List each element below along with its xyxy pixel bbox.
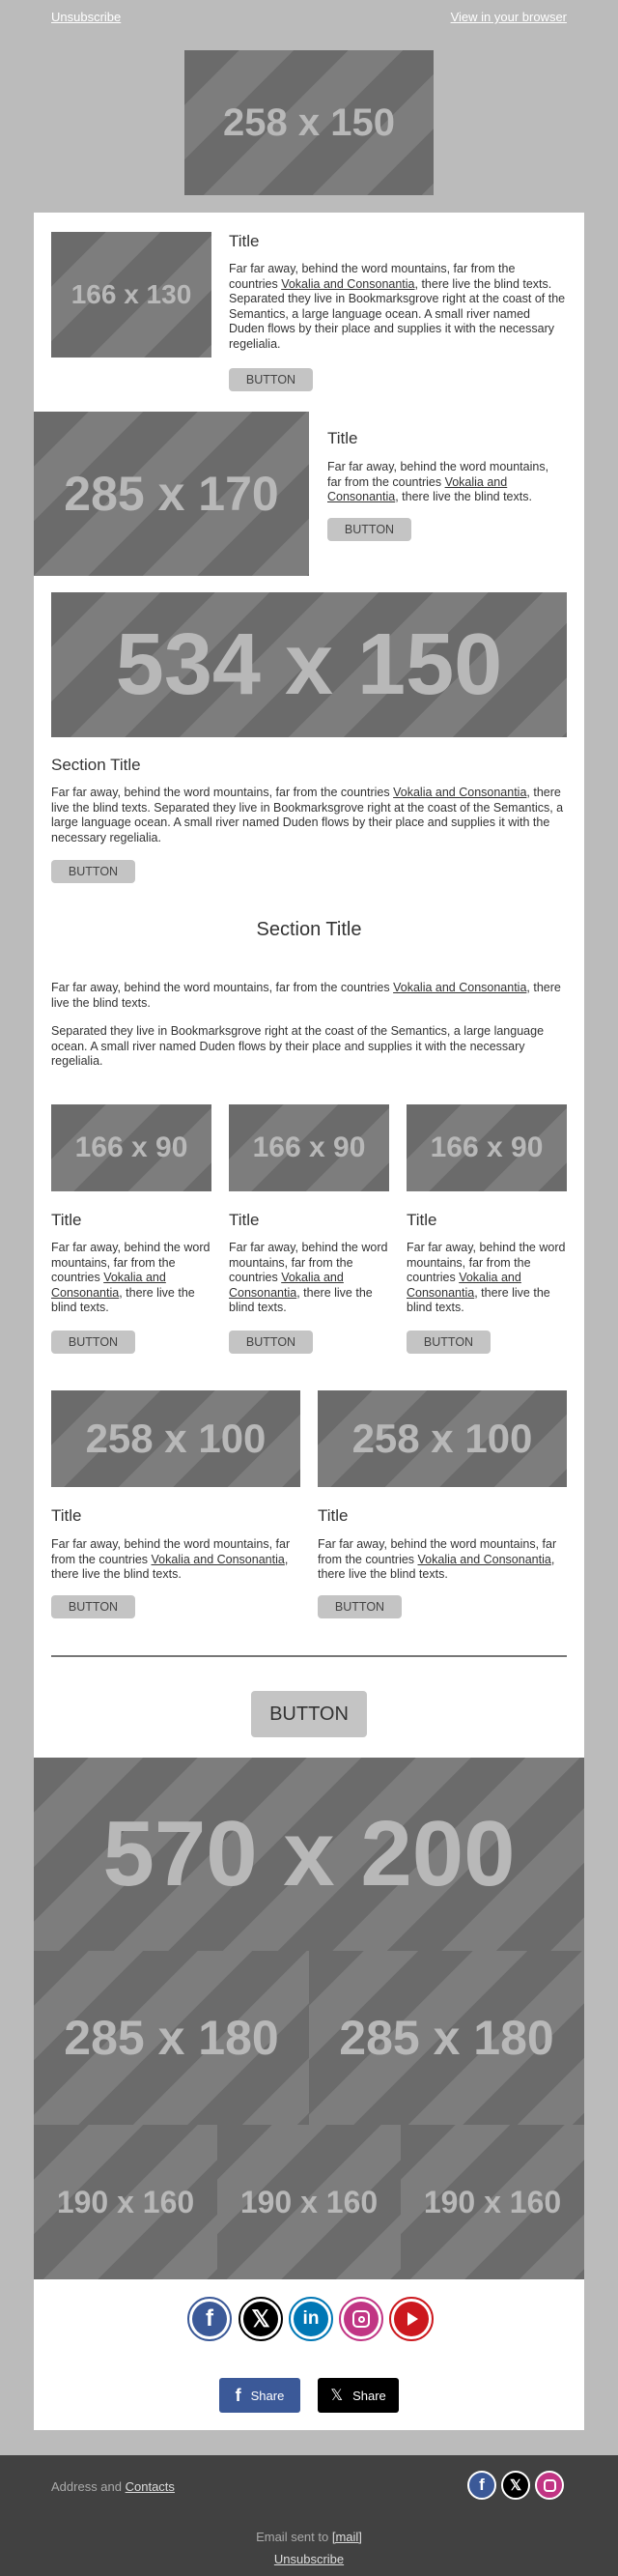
block2-image xyxy=(34,412,309,576)
col3-button[interactable]: BUTTON xyxy=(407,1331,491,1354)
block2-link[interactable]: Vokalia and Consonantia xyxy=(327,474,508,503)
twocol1-text: Far far away, behind the word mountains, far from the countries Vokalia and Consonantia, there live the blind texts. xyxy=(51,1537,291,1581)
image-label: 166 x 130 xyxy=(70,279,192,309)
block3-text: Far far away, behind the word mountains, far from the countries Vokalia and Consonantia, there live the blind texts. Separated they live in Bookmarksgrove right at the coast of the Semantics, a large language ocean. A small river named Duden flows by their place and supplies it with the necessary regelialia. xyxy=(51,786,564,844)
share-label: Share xyxy=(250,2388,285,2403)
image-label: 258 x 100 xyxy=(351,1416,533,1461)
col3-image xyxy=(407,1104,567,1191)
col2-button[interactable]: BUTTON xyxy=(229,1331,313,1354)
block3-image xyxy=(51,592,567,737)
x-share-button[interactable] xyxy=(318,2378,399,2413)
col1-button[interactable]: BUTTON xyxy=(51,1331,135,1354)
block2-text: Far far away, behind the word mountains, far from the countries Vokalia and Consonantia, there live the blind texts. xyxy=(327,460,549,503)
main-cta-button[interactable]: BUTTON xyxy=(251,1691,367,1737)
image-label: 570 x 200 xyxy=(102,1802,516,1905)
image-label: 285 x 170 xyxy=(64,467,279,521)
image-label: 258 x 100 xyxy=(85,1416,267,1461)
col3-title: Title xyxy=(407,1211,437,1229)
block3-link[interactable]: Vokalia and Consonantia xyxy=(393,786,527,799)
col2-title: Title xyxy=(229,1211,260,1229)
gallery-third-image-3 xyxy=(401,2125,584,2279)
twocol2-link[interactable]: Vokalia and Consonantia xyxy=(417,1552,551,1566)
unsubscribe-link[interactable]: Unsubscribe xyxy=(51,10,122,24)
image-label: 166 x 90 xyxy=(74,1131,188,1163)
twocol2-button[interactable]: BUTTON xyxy=(318,1595,402,1618)
col1-title: Title xyxy=(51,1211,82,1229)
header-image xyxy=(184,50,434,195)
twocol1-link[interactable]: Vokalia and Consonantia xyxy=(151,1552,285,1566)
twocol2-title: Title xyxy=(318,1506,349,1525)
block1-title: Title xyxy=(229,232,260,250)
col1-link[interactable]: Vokalia and Consonantia xyxy=(51,1271,166,1300)
col1-image xyxy=(51,1104,211,1191)
block1-link[interactable]: Vokalia and Consonantia xyxy=(281,276,415,291)
x-icon: 𝕏 xyxy=(330,2388,344,2404)
col3-link[interactable]: Vokalia and Consonantia xyxy=(407,1271,521,1300)
block2-button[interactable]: BUTTON xyxy=(327,518,411,541)
block1-image xyxy=(51,232,211,358)
gallery-third-image-1 xyxy=(34,2125,217,2279)
twocol1-title: Title xyxy=(51,1506,82,1525)
section-paragraph-1: Far far away, behind the word mountains, far from the countries Vokalia and Consonantia, there live the blind texts. xyxy=(51,981,561,1010)
twocol2-image xyxy=(318,1390,567,1487)
facebook-icon: f xyxy=(235,2385,241,2405)
block1-text: Far far away, behind the word mountains, far from the countries Vokalia and Consonantia, there live the blind texts. Separated they live in Bookmarksgrove right at the coast of the Semantics, a large language ocean. A small river named Duden flows by their place and supplies it with the necessary regelialia. xyxy=(229,262,566,351)
youtube-icon[interactable] xyxy=(389,2297,434,2341)
block3-button[interactable]: BUTTON xyxy=(51,860,135,883)
footer-facebook-icon[interactable]: f xyxy=(467,2471,496,2500)
preheader xyxy=(0,0,618,37)
footer xyxy=(0,2455,618,2576)
block3-title: Section Title xyxy=(51,756,141,774)
email-sent-text: Email sent to [mail] xyxy=(256,2530,362,2544)
col1-text: Far far away, behind the word mountains, far from the countries Vokalia and Consonantia, there live the blind texts. xyxy=(51,1241,211,1314)
twocol1-image xyxy=(51,1390,300,1487)
image-label: 190 x 160 xyxy=(423,2184,562,2219)
col2-link[interactable]: Vokalia and Consonantia xyxy=(229,1271,344,1300)
facebook-icon[interactable]: f xyxy=(187,2297,232,2341)
twocol1-button[interactable]: BUTTON xyxy=(51,1595,135,1618)
footer-address: Address and Contacts xyxy=(51,2479,175,2494)
gallery-wide-image xyxy=(34,1758,584,1951)
image-label: 258 x 150 xyxy=(223,100,395,144)
image-label: 285 x 180 xyxy=(339,2011,554,2065)
footer-x-icon[interactable]: 𝕏 xyxy=(501,2471,530,2500)
x-icon[interactable]: 𝕏 xyxy=(239,2297,283,2341)
gallery-half-image-1 xyxy=(34,1951,309,2125)
footer-unsubscribe-link[interactable]: Unsubscribe xyxy=(273,2552,345,2566)
section-paragraph-2: Separated they live in Bookmarksgrove right at the coast of the Semantics, a large language ocean. A small river named Duden flows by their place and supplies it with the necessary regelialia. xyxy=(51,1024,545,1068)
instagram-icon[interactable] xyxy=(339,2297,383,2341)
image-label: 534 x 150 xyxy=(115,615,503,713)
col2-text: Far far away, behind the word mountains, far from the countries Vokalia and Consonantia, there live the blind texts. xyxy=(229,1241,388,1314)
image-label: 190 x 160 xyxy=(239,2184,379,2219)
image-label: 285 x 180 xyxy=(64,2011,279,2065)
gallery-half-image-2 xyxy=(309,1951,584,2125)
col3-text: Far far away, behind the word mountains, far from the countries Vokalia and Consonantia, there live the blind texts. xyxy=(407,1241,566,1314)
col2-image xyxy=(229,1104,389,1191)
gallery-third-image-2 xyxy=(217,2125,401,2279)
footer-instagram-icon[interactable] xyxy=(535,2471,564,2500)
twocol2-text: Far far away, behind the word mountains, far from the countries Vokalia and Consonantia, there live the blind texts. xyxy=(318,1537,557,1581)
section-title: Section Title xyxy=(256,919,362,940)
block2-title: Title xyxy=(327,429,358,447)
image-label: 190 x 160 xyxy=(56,2184,195,2219)
contacts-link[interactable]: Contacts xyxy=(125,2479,175,2494)
facebook-share-button[interactable] xyxy=(219,2378,300,2413)
image-label: 166 x 90 xyxy=(252,1131,366,1163)
linkedin-icon[interactable]: in xyxy=(289,2297,333,2341)
mail-link[interactable]: [mail] xyxy=(331,2530,362,2544)
view-in-browser-link[interactable]: View in your browser xyxy=(450,10,567,24)
divider xyxy=(51,1655,567,1657)
section-link[interactable]: Vokalia and Consonantia xyxy=(393,981,527,994)
share-label: Share xyxy=(352,2388,386,2403)
block1-button[interactable]: BUTTON xyxy=(229,368,313,391)
image-label: 166 x 90 xyxy=(430,1131,544,1163)
